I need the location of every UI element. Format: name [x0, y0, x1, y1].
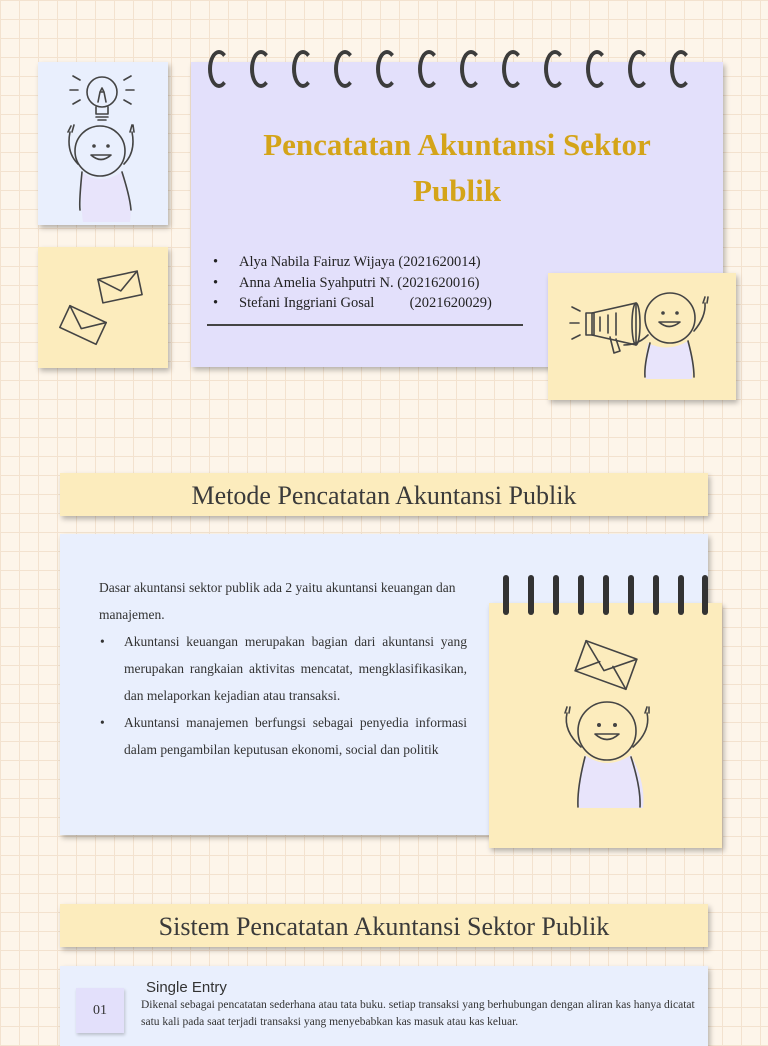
author-id: (2021620016) [397, 274, 480, 291]
binder-ring-icon [418, 50, 440, 88]
binder-ring-icon [628, 50, 650, 88]
binder-ring-icon [208, 50, 230, 88]
smiling-person-icon [489, 603, 722, 848]
binder-ring-icon [376, 50, 398, 88]
item-number-badge: 01 [76, 988, 124, 1033]
item-description: Dikenal sebagai pencatatan sederhana atau tata buku. setiap transaksi yang berhubungan dengan aliran kas hanya dicatat satu kali pada saat terjadi transaksi yang menyebabkan kas masuk atau kas keluar. [141, 999, 695, 1028]
lightbulb-icon [38, 62, 168, 225]
author-name: Stefani Inggriani Gosal [239, 295, 375, 311]
megaphone-card [548, 273, 736, 400]
author-name: Alya Nabila Fairuz Wijaya [239, 254, 395, 270]
binder-ring-icon [334, 50, 356, 88]
idea-card [38, 62, 168, 225]
author-item [213, 273, 492, 294]
title-line-2: Publik [413, 173, 501, 208]
envelope-icon [38, 247, 168, 368]
binder-ring-icon [460, 50, 482, 88]
page-title [191, 122, 723, 214]
system-content-box [60, 966, 708, 1046]
binder-ring-icon [292, 50, 314, 88]
binder-ring-icon [502, 50, 524, 88]
author-id: (2021620029) [409, 295, 492, 311]
author-item [213, 293, 492, 314]
megaphone-icon [548, 273, 736, 400]
section-heading-sistem: Sistem Pencatatan Akuntansi Sektor Publik [60, 904, 708, 947]
section-heading-metode: Metode Pencatatan Akuntansi Publik [60, 473, 708, 516]
method-bullet: • Akuntansi manajemen berfungsi sebagai penyedia informasi dalam pengambilan keputusan ekonomi, social dan politik [99, 709, 467, 763]
method-text [99, 574, 467, 763]
binder-ring-icon [544, 50, 566, 88]
binder-ring-icon [586, 50, 608, 88]
item-title: Single Entry [146, 979, 227, 996]
author-name: Anna Amelia Syahputri N. [239, 274, 394, 291]
binder-ring-icon [250, 50, 272, 88]
author-list [213, 252, 492, 314]
binder-ring-icon [670, 50, 692, 88]
divider [207, 324, 523, 326]
title-line-1: Pencatatan Akuntansi Sektor [263, 127, 651, 162]
notebook-card [489, 603, 722, 848]
method-bullet-list [99, 628, 467, 763]
author-item [213, 252, 492, 273]
method-bullet: • Akuntansi keuangan merupakan bagian dari akuntansi yang merupakan rangkaian aktivitas mencatat, mengklasifikasikan, dan melaporkan kejadian atau transaksi. [99, 628, 467, 709]
envelope-card [38, 247, 168, 368]
author-id: (2021620014) [398, 254, 481, 270]
method-intro: Dasar akuntansi sektor publik ada 2 yaitu akuntansi keuangan dan manajemen. [99, 580, 456, 622]
